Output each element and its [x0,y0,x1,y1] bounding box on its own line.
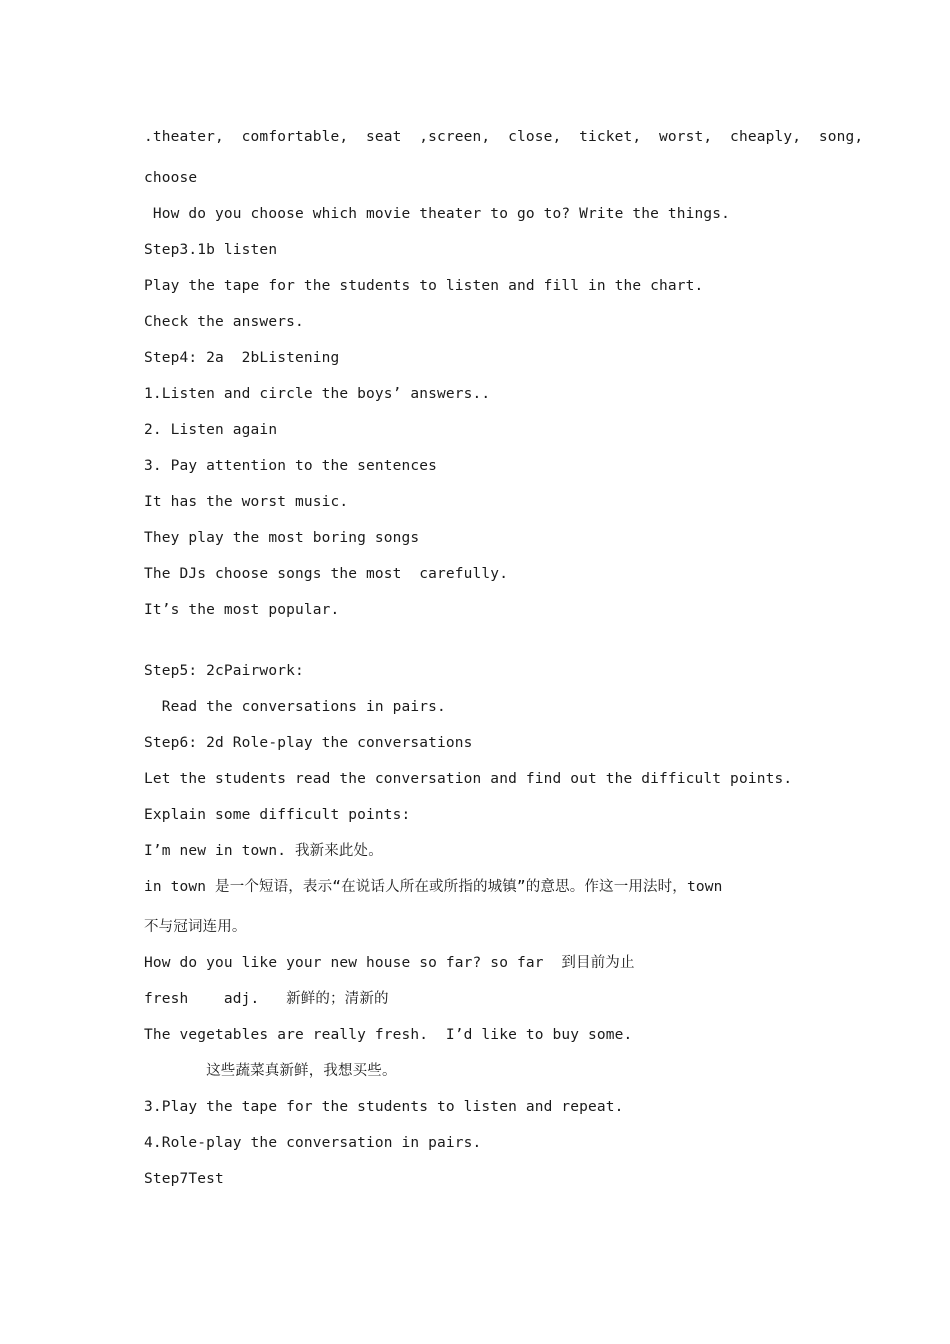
list-item: 3. Pay attention to the sentences [144,458,438,474]
step3-heading: Step3.1b listen [144,242,278,258]
list-item: 4.Role-play the conversation in pairs. [144,1135,482,1151]
instruction-line: Check the answers. [144,314,304,330]
vocabulary-line: .theater, comfortable, seat ,screen, close, ticket, worst, cheaply, song, [144,129,864,145]
question-line: How do you choose which movie theater to go to? Write the things. [144,206,731,222]
instruction-line: Read the conversations in pairs. [144,699,446,715]
list-item: 1.Listen and circle the boys’ answers.. [144,386,491,402]
instruction-line: Play the tape for the students to listen and fill in the chart. [144,278,704,294]
step7-heading: Step7Test [144,1171,224,1187]
example-sentence: The DJs choose songs the most carefully. [144,566,509,582]
step4-heading: Step4: 2a 2bListening [144,350,340,366]
vocabulary-entry: fresh adj. 新鲜的；清新的 [144,991,389,1007]
example-sentence: They play the most boring songs [144,530,420,546]
explanation-line: in town 是一个短语，表示“在说话人所在或所指的城镇”的意思。作这一用法时，town [144,879,723,895]
example-sentence: How do you like your new house so far? so far 到目前为止 [144,955,635,971]
translation-line: 这些蔬菜真新鲜，我想买些。 [144,1063,397,1079]
example-sentence: The vegetables are really fresh. I’d like to buy some. [144,1027,633,1043]
example-sentence: It has the worst music. [144,494,349,510]
step5-heading: Step5: 2cPairwork: [144,663,304,679]
list-item: 3.Play the tape for the students to listen and repeat. [144,1099,624,1115]
instruction-line: Explain some difficult points: [144,807,411,823]
example-sentence: I’m new in town. 我新来此处。 [144,843,383,859]
step6-heading: Step6: 2d Role-play the conversations [144,735,473,751]
vocabulary-line-continued: choose [144,170,198,186]
list-item: 2. Listen again [144,422,278,438]
example-sentence: It’s the most popular. [144,602,340,618]
instruction-line: Let the students read the conversation and find out the difficult points. [144,771,793,787]
explanation-line-continued: 不与冠词连用。 [144,919,247,935]
